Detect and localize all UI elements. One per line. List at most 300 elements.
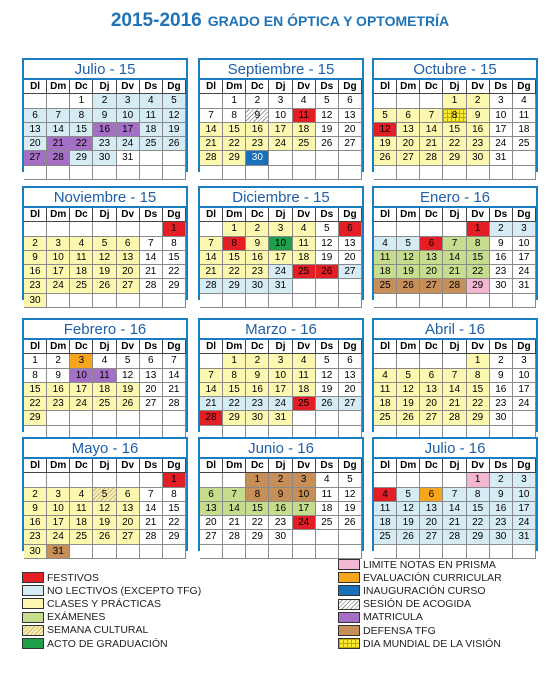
- empty-cell: [24, 166, 47, 180]
- day-cell: 28: [223, 530, 246, 544]
- legend-swatch: [338, 599, 360, 610]
- day-cell: 17: [490, 123, 513, 137]
- day-cell: 1: [223, 222, 246, 236]
- day-cell: 23: [490, 397, 513, 411]
- day-cell: 14: [140, 251, 163, 265]
- day-cell: 9: [490, 237, 513, 251]
- day-cell: 29: [24, 411, 47, 425]
- day-cell: 30: [93, 151, 116, 165]
- day-cell: 29: [467, 530, 490, 544]
- empty-cell: [140, 151, 163, 165]
- day-cell: 7: [47, 109, 70, 123]
- empty-cell: [513, 294, 536, 308]
- weekday-header: Dv: [293, 80, 316, 94]
- weekday-header: Dg: [513, 459, 536, 473]
- day-cell: 11: [93, 369, 116, 383]
- day-cell: 11: [374, 383, 397, 397]
- day-cell: 8: [467, 488, 490, 502]
- day-cell: 11: [70, 502, 93, 516]
- day-cell: 6: [420, 369, 443, 383]
- day-cell: 16: [490, 251, 513, 265]
- day-cell: 1: [24, 354, 47, 368]
- day-cell: 27: [339, 397, 362, 411]
- legend-label: DIA MUNDIAL DE LA VISIÓN: [363, 637, 501, 650]
- day-cell: 29: [163, 530, 186, 544]
- day-cell: 8: [163, 237, 186, 251]
- day-cell: 27: [200, 530, 223, 544]
- day-cell: 17: [47, 265, 70, 279]
- weekday-header: Dl: [24, 208, 47, 222]
- day-cell: 15: [443, 123, 466, 137]
- weekday-header: Ds: [140, 459, 163, 473]
- day-cell: 24: [269, 265, 292, 279]
- day-cell: 26: [397, 411, 420, 425]
- day-cell: 19: [397, 516, 420, 530]
- day-cell: 9: [490, 369, 513, 383]
- day-cell: 27: [397, 151, 420, 165]
- month-name: Julio - 15: [24, 60, 186, 80]
- empty-cell: [513, 166, 536, 180]
- day-cell: 22: [223, 397, 246, 411]
- day-cell: 31: [269, 411, 292, 425]
- day-cell: 5: [397, 369, 420, 383]
- day-cell: 28: [200, 279, 223, 293]
- day-cell: 27: [420, 411, 443, 425]
- empty-cell: [316, 411, 339, 425]
- weekday-header: Ds: [490, 80, 513, 94]
- legend-label: FESTIVOS: [47, 571, 99, 584]
- day-cell: 14: [47, 123, 70, 137]
- day-cell: 6: [117, 237, 140, 251]
- weekday-header: Dc: [246, 340, 269, 354]
- empty-cell: [93, 473, 116, 487]
- empty-cell: [420, 222, 443, 236]
- weekday-header: Dg: [339, 208, 362, 222]
- empty-cell: [246, 545, 269, 559]
- empty-cell: [397, 545, 420, 559]
- day-cell: 1: [467, 354, 490, 368]
- empty-cell: [200, 222, 223, 236]
- day-cell: 30: [246, 411, 269, 425]
- day-cell: 21: [140, 516, 163, 530]
- title-degree: GRADO EN ÓPTICA Y OPTOMETRÍA: [207, 13, 450, 29]
- empty-cell: [293, 294, 316, 308]
- weekday-header: Dl: [200, 80, 223, 94]
- day-cell: 23: [246, 265, 269, 279]
- empty-cell: [443, 294, 466, 308]
- day-cell: 23: [24, 530, 47, 544]
- empty-cell: [47, 94, 70, 108]
- day-cell: 30: [269, 530, 292, 544]
- day-cell: 15: [163, 251, 186, 265]
- legend-swatch: [22, 612, 44, 623]
- day-cell: 23: [490, 265, 513, 279]
- day-cell: 8: [467, 369, 490, 383]
- day-cell: 26: [316, 397, 339, 411]
- day-cell: 15: [70, 123, 93, 137]
- day-cell: 25: [293, 137, 316, 151]
- day-cell: 4: [70, 237, 93, 251]
- day-cell: 12: [93, 502, 116, 516]
- weekday-header: Dm: [223, 340, 246, 354]
- weekday-header: Dc: [246, 459, 269, 473]
- day-cell: 26: [163, 137, 186, 151]
- empty-cell: [163, 151, 186, 165]
- day-cell: 28: [443, 411, 466, 425]
- day-cell: 15: [223, 123, 246, 137]
- empty-cell: [223, 473, 246, 487]
- day-cell: 2: [246, 222, 269, 236]
- day-cell: 20: [339, 123, 362, 137]
- weekday-header: Dv: [117, 208, 140, 222]
- empty-cell: [70, 222, 93, 236]
- day-cell: 13: [420, 383, 443, 397]
- legend-item: [338, 558, 496, 571]
- day-cell: 21: [140, 265, 163, 279]
- day-cell: 20: [420, 265, 443, 279]
- day-cell: 19: [93, 265, 116, 279]
- empty-cell: [200, 545, 223, 559]
- weekday-header: Dl: [374, 340, 397, 354]
- day-cell: 12: [397, 251, 420, 265]
- day-cell: 11: [513, 109, 536, 123]
- empty-cell: [70, 411, 93, 425]
- day-cell: 8: [223, 109, 246, 123]
- empty-cell: [293, 530, 316, 544]
- weekday-header: Dj: [269, 208, 292, 222]
- day-cell: 24: [117, 137, 140, 151]
- day-cell: 26: [117, 397, 140, 411]
- day-cell: 27: [339, 137, 362, 151]
- day-cell: 21: [200, 397, 223, 411]
- empty-cell: [397, 166, 420, 180]
- weekday-header: Ds: [490, 340, 513, 354]
- month-name: Octubre - 15: [374, 60, 536, 80]
- day-cell: 19: [117, 383, 140, 397]
- day-cell: 9: [269, 488, 292, 502]
- empty-cell: [293, 166, 316, 180]
- day-cell: 8: [246, 488, 269, 502]
- day-cell: 3: [490, 94, 513, 108]
- empty-cell: [140, 222, 163, 236]
- month-calendar: [22, 437, 188, 557]
- empty-cell: [140, 411, 163, 425]
- empty-cell: [93, 411, 116, 425]
- month-calendar: [372, 58, 538, 172]
- day-cell: 23: [47, 397, 70, 411]
- day-cell: 24: [269, 137, 292, 151]
- day-cell: 13: [200, 502, 223, 516]
- day-cell: 18: [316, 502, 339, 516]
- empty-cell: [200, 473, 223, 487]
- day-cell: 30: [246, 279, 269, 293]
- weekday-header: Ds: [140, 208, 163, 222]
- month-calendar: [198, 437, 364, 551]
- empty-cell: [420, 94, 443, 108]
- day-cell: 25: [513, 137, 536, 151]
- empty-cell: [443, 473, 466, 487]
- day-cell: 13: [117, 502, 140, 516]
- day-cell: 11: [293, 369, 316, 383]
- day-cell: 17: [269, 383, 292, 397]
- day-cell: 22: [223, 265, 246, 279]
- empty-cell: [397, 473, 420, 487]
- day-cell: 7: [200, 109, 223, 123]
- empty-cell: [24, 94, 47, 108]
- day-cell: 30: [490, 279, 513, 293]
- day-cell: 27: [420, 279, 443, 293]
- day-cell: 2: [246, 94, 269, 108]
- day-cell: 11: [70, 251, 93, 265]
- day-cell: 31: [513, 530, 536, 544]
- empty-cell: [397, 294, 420, 308]
- day-cell: 17: [269, 123, 292, 137]
- empty-cell: [316, 151, 339, 165]
- empty-cell: [490, 166, 513, 180]
- day-cell: 22: [467, 516, 490, 530]
- weekday-header: Dg: [339, 340, 362, 354]
- day-cell: 14: [163, 369, 186, 383]
- empty-cell: [513, 411, 536, 425]
- legend-swatch: [22, 625, 44, 636]
- weekday-header: Dl: [24, 340, 47, 354]
- day-cell: 26: [339, 516, 362, 530]
- empty-cell: [223, 166, 246, 180]
- legend-label: LIMITE NOTAS EN PRISMA: [363, 558, 496, 571]
- weekday-header: Dc: [246, 80, 269, 94]
- day-cell: 30: [24, 294, 47, 308]
- day-cell: 25: [316, 516, 339, 530]
- empty-cell: [140, 473, 163, 487]
- day-cell: 5: [374, 109, 397, 123]
- day-cell: 29: [246, 530, 269, 544]
- day-cell: 4: [374, 369, 397, 383]
- legend-label: SEMANA CULTURAL: [47, 624, 149, 637]
- day-cell: 23: [246, 137, 269, 151]
- weekday-header: Dj: [269, 459, 292, 473]
- day-cell: 18: [293, 123, 316, 137]
- day-cell: 23: [490, 516, 513, 530]
- month-days-grid: [374, 340, 536, 440]
- empty-cell: [223, 294, 246, 308]
- day-cell: 15: [24, 383, 47, 397]
- month-days-grid: [24, 208, 186, 308]
- day-cell: 12: [316, 369, 339, 383]
- weekday-header: Dl: [200, 340, 223, 354]
- day-cell: 18: [374, 265, 397, 279]
- day-cell: 10: [513, 488, 536, 502]
- day-cell: 21: [200, 265, 223, 279]
- day-cell: 27: [420, 530, 443, 544]
- weekday-header: Dv: [293, 208, 316, 222]
- day-cell: 1: [70, 94, 93, 108]
- day-cell: 16: [24, 265, 47, 279]
- day-cell: 2: [246, 354, 269, 368]
- month-name: Abril - 16: [374, 320, 536, 340]
- day-cell: 3: [269, 354, 292, 368]
- day-cell: 28: [200, 151, 223, 165]
- empty-cell: [397, 222, 420, 236]
- empty-cell: [293, 545, 316, 559]
- legend-item: [338, 637, 501, 650]
- day-cell: 30: [490, 411, 513, 425]
- legend-label: CLASES Y PRÁCTICAS: [47, 597, 161, 610]
- weekday-header: Ds: [140, 80, 163, 94]
- day-cell: 7: [163, 354, 186, 368]
- weekday-header: Dl: [200, 459, 223, 473]
- legend-item: [338, 611, 423, 624]
- empty-cell: [47, 294, 70, 308]
- legend-swatch: [338, 625, 360, 636]
- month-days-grid: [200, 80, 362, 180]
- empty-cell: [47, 222, 70, 236]
- empty-cell: [117, 166, 140, 180]
- day-cell: 12: [117, 369, 140, 383]
- empty-cell: [70, 294, 93, 308]
- day-cell: 15: [246, 502, 269, 516]
- day-cell: 23: [269, 516, 292, 530]
- empty-cell: [140, 166, 163, 180]
- empty-cell: [200, 166, 223, 180]
- day-cell: 19: [316, 123, 339, 137]
- weekday-header: Dc: [420, 459, 443, 473]
- day-cell: 10: [490, 109, 513, 123]
- day-cell: 27: [117, 530, 140, 544]
- month-calendar: [22, 58, 188, 172]
- day-cell: 22: [24, 397, 47, 411]
- day-cell: 10: [513, 369, 536, 383]
- day-cell: 18: [374, 516, 397, 530]
- legend-swatch: [22, 638, 44, 649]
- day-cell: 21: [420, 137, 443, 151]
- empty-cell: [467, 166, 490, 180]
- weekday-header: Dm: [397, 340, 420, 354]
- day-cell: 5: [316, 222, 339, 236]
- day-cell: 5: [316, 94, 339, 108]
- month-name: Diciembre - 15: [200, 188, 362, 208]
- day-cell: 15: [163, 502, 186, 516]
- day-cell: 21: [223, 516, 246, 530]
- month-days-grid: [24, 459, 186, 559]
- day-cell: 26: [316, 265, 339, 279]
- legend-item: [338, 624, 436, 637]
- empty-cell: [117, 222, 140, 236]
- day-cell: 2: [490, 222, 513, 236]
- weekday-header: Ds: [316, 340, 339, 354]
- weekday-header: Ds: [316, 459, 339, 473]
- weekday-header: Dg: [163, 208, 186, 222]
- empty-cell: [513, 151, 536, 165]
- day-cell: 4: [293, 354, 316, 368]
- empty-cell: [339, 294, 362, 308]
- month-name: Enero - 16: [374, 188, 536, 208]
- day-cell: 9: [24, 251, 47, 265]
- weekday-header: Dg: [163, 80, 186, 94]
- empty-cell: [246, 166, 269, 180]
- legend-item: [338, 584, 486, 597]
- weekday-header: Dv: [117, 340, 140, 354]
- day-cell: 1: [163, 222, 186, 236]
- day-cell: 13: [339, 369, 362, 383]
- legend-item: [338, 598, 471, 611]
- day-cell: 27: [140, 397, 163, 411]
- legend-label: NO LECTIVOS (EXCEPTO TFG): [47, 584, 202, 597]
- day-cell: 23: [246, 397, 269, 411]
- day-cell: 1: [467, 222, 490, 236]
- day-cell: 9: [467, 109, 490, 123]
- weekday-header: Dj: [443, 340, 466, 354]
- day-cell: 11: [374, 251, 397, 265]
- day-cell: 23: [93, 137, 116, 151]
- day-cell: 25: [93, 397, 116, 411]
- day-cell: 5: [93, 237, 116, 251]
- day-cell: 14: [443, 251, 466, 265]
- day-cell: 4: [293, 94, 316, 108]
- day-cell: 12: [316, 109, 339, 123]
- day-cell: 13: [420, 502, 443, 516]
- weekday-header: Dj: [93, 340, 116, 354]
- day-cell: 2: [269, 473, 292, 487]
- weekday-header: Dv: [293, 459, 316, 473]
- day-cell: 16: [490, 502, 513, 516]
- day-cell: 25: [140, 137, 163, 151]
- day-cell: 22: [223, 137, 246, 151]
- weekday-header: Dl: [24, 459, 47, 473]
- empty-cell: [200, 94, 223, 108]
- day-cell: 25: [70, 279, 93, 293]
- day-cell: 11: [374, 502, 397, 516]
- day-cell: 10: [47, 251, 70, 265]
- day-cell: 22: [163, 265, 186, 279]
- empty-cell: [316, 530, 339, 544]
- day-cell: 31: [490, 151, 513, 165]
- empty-cell: [316, 279, 339, 293]
- weekday-header: Dv: [117, 459, 140, 473]
- day-cell: 4: [70, 488, 93, 502]
- month-days-grid: [374, 80, 536, 180]
- month-days-grid: [200, 340, 362, 440]
- weekday-header: Dg: [339, 459, 362, 473]
- empty-cell: [269, 545, 292, 559]
- day-cell: 10: [269, 109, 292, 123]
- day-cell: 18: [293, 383, 316, 397]
- day-cell: 19: [397, 397, 420, 411]
- day-cell: 11: [293, 237, 316, 251]
- empty-cell: [163, 166, 186, 180]
- day-cell: 20: [397, 137, 420, 151]
- weekday-header: Dc: [420, 208, 443, 222]
- day-cell: 27: [24, 151, 47, 165]
- day-cell: 23: [24, 279, 47, 293]
- legend-swatch: [338, 612, 360, 623]
- day-cell: 11: [316, 488, 339, 502]
- legend-item: [22, 597, 161, 610]
- weekday-header: Dc: [420, 340, 443, 354]
- empty-cell: [140, 545, 163, 559]
- day-cell: 4: [374, 237, 397, 251]
- day-cell: 18: [513, 123, 536, 137]
- day-cell: 6: [339, 354, 362, 368]
- day-cell: 14: [140, 502, 163, 516]
- day-cell: 28: [443, 279, 466, 293]
- weekday-header: Dm: [397, 80, 420, 94]
- day-cell: 9: [24, 502, 47, 516]
- day-cell: 19: [339, 502, 362, 516]
- legend-item: [22, 624, 148, 637]
- weekday-header: Dv: [467, 80, 490, 94]
- day-cell: 17: [269, 251, 292, 265]
- day-cell: 19: [374, 137, 397, 151]
